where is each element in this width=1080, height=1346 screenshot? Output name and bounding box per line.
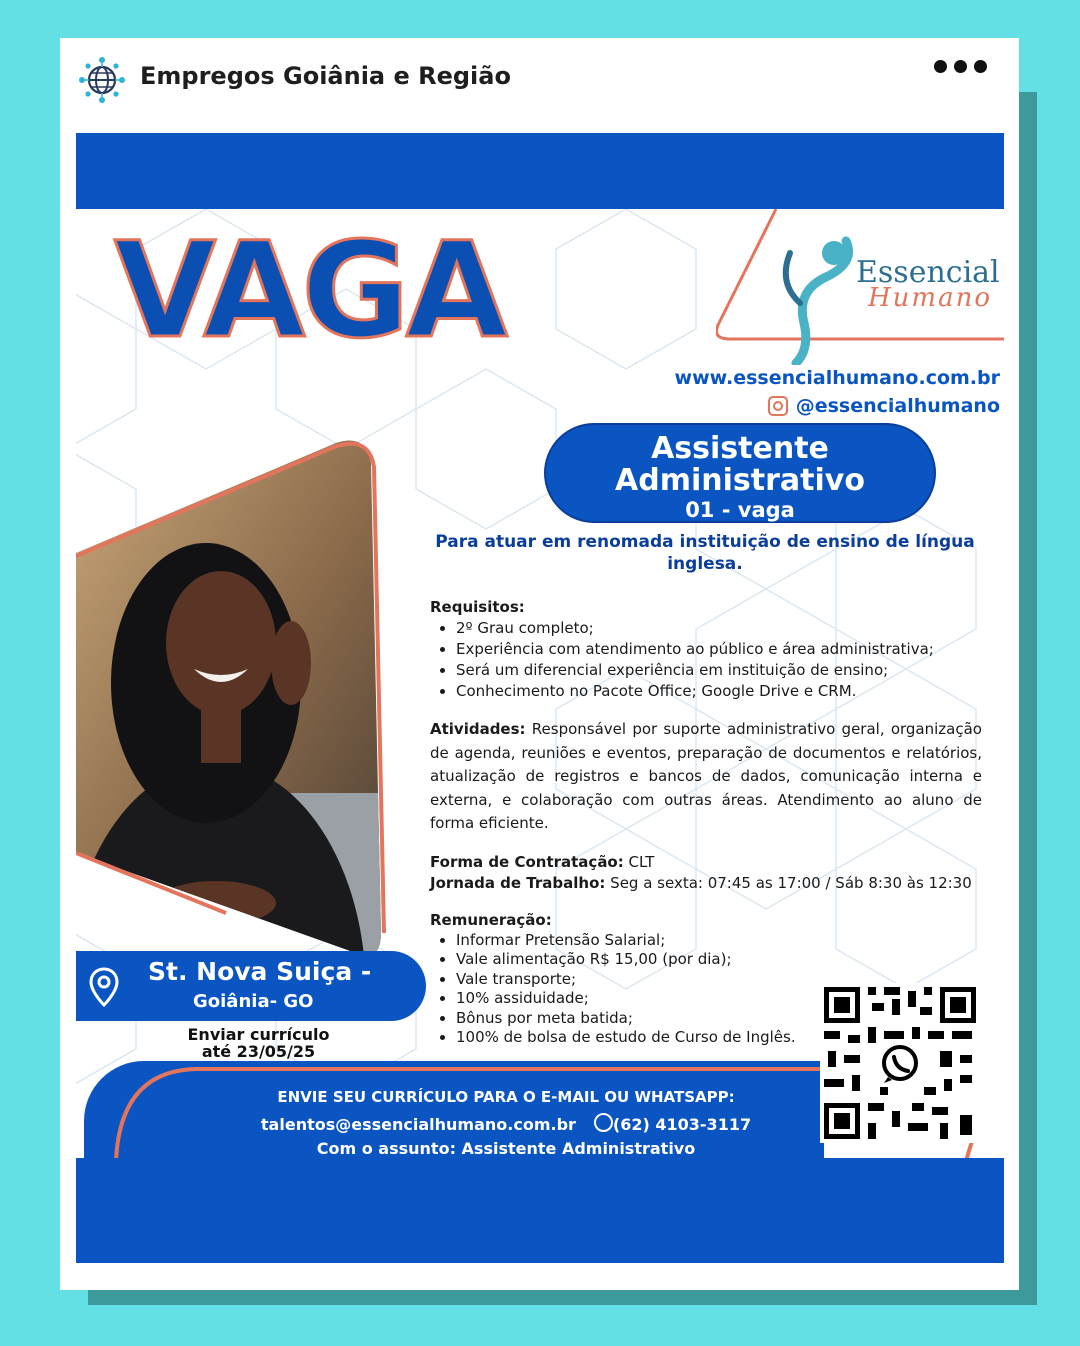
deadline-line1: Enviar currículo [187, 1025, 330, 1044]
contact-instructions: ENVIE SEU CURRÍCULO PARA O E-MAIL OU WHATSAPP: [277, 1088, 735, 1106]
woman-photo [76, 433, 416, 973]
vacancy-count: 01 - vaga [685, 498, 795, 522]
more-options-icon[interactable] [934, 60, 987, 73]
website-url: www.essencialhumano.com.br [674, 367, 1000, 389]
job-intro: Para atuar em renomada instituição de ensino de língua inglesa. [435, 532, 975, 574]
activities-title: Atividades: [430, 720, 526, 738]
page-name[interactable]: Empregos Goiânia e Região [140, 62, 511, 90]
requirements-list [430, 618, 982, 702]
list-item: • Vale alimentação R$ 15,00 (por dia); [456, 950, 982, 970]
instagram-handle-row [768, 395, 1000, 417]
headline-vaga: VAGA [114, 214, 504, 368]
whatsapp-icon [594, 1113, 613, 1132]
contract-label: Forma de Contratação: [430, 852, 624, 871]
post-card [60, 38, 1019, 1290]
globe-network-icon[interactable] [78, 56, 126, 104]
schedule-value: Seg a sexta: 07:45 as 17:00 / Sáb 8:30 às 12:30 [610, 873, 972, 892]
instagram-icon [768, 396, 788, 416]
poster-bottom-band [76, 1158, 1004, 1263]
deadline [156, 1026, 361, 1060]
schedule-label: Jornada de Trabalho: [430, 873, 606, 892]
location-pin-icon [88, 967, 120, 1007]
contract-row [430, 852, 982, 873]
location-badge [76, 951, 426, 1021]
contact-phone: (62) 4103-3117 [612, 1115, 752, 1134]
contact-email: talentos@essencialhumano.com.br [260, 1115, 576, 1134]
list-item: • Bônus por meta batida; [456, 1009, 982, 1029]
contract-value: CLT [628, 852, 655, 871]
deadline-line2: até 23/05/25 [201, 1042, 316, 1061]
job-title-pill [544, 423, 936, 523]
list-item: • Será um diferencial experiência em instituição de ensino; [456, 660, 982, 681]
location-line2: Goiânia- GO [193, 991, 314, 1012]
activities-paragraph [430, 718, 982, 836]
compensation-title: Remuneração: [430, 910, 552, 929]
essencial-humano-logo-icon [776, 233, 866, 365]
list-item: • 2º Grau completo; [456, 618, 982, 639]
list-item: • Informar Pretensão Salarial; [456, 931, 982, 951]
contact-subject: Com o assunto: Assistente Administrativo [316, 1139, 696, 1158]
list-item: • Experiência com atendimento ao público e área administrativa; [456, 639, 982, 660]
list-item: • Vale transporte; [456, 970, 982, 990]
schedule-row [430, 873, 982, 894]
whatsapp-qr-code [820, 983, 980, 1143]
logo-text-essencial: Essencial [856, 255, 1000, 290]
job-title-line1: Assistente [651, 431, 829, 466]
poster-top-band [76, 133, 1004, 209]
job-details [430, 597, 982, 1048]
job-poster-image [76, 133, 1004, 1263]
logo-text-humano: Humano [868, 283, 992, 313]
instagram-handle: @essencialhumano [795, 395, 1000, 417]
location-line1: St. Nova Suiça - [148, 957, 372, 986]
requirements-title: Requisitos: [430, 598, 525, 616]
list-item: • 10% assiduidade; [456, 989, 982, 1009]
job-title-line2: Administrativo [615, 463, 865, 498]
contact-details [206, 1113, 806, 1134]
list-item: • 100% de bolsa de estudo de Curso de Inglês. [456, 1028, 982, 1048]
activities-text: Responsável por suporte administrativo geral, organização de agenda, reuniões e eventos, preparação de documentos e relatórios, atualização de registros e bancos de dados, comunicação interna e externa, e colaboração com outras áreas. Atendimento ao aluno de forma eficiente. [430, 720, 982, 832]
list-item: • Conhecimento no Pacote Office; Google Drive e CRM. [456, 681, 982, 702]
